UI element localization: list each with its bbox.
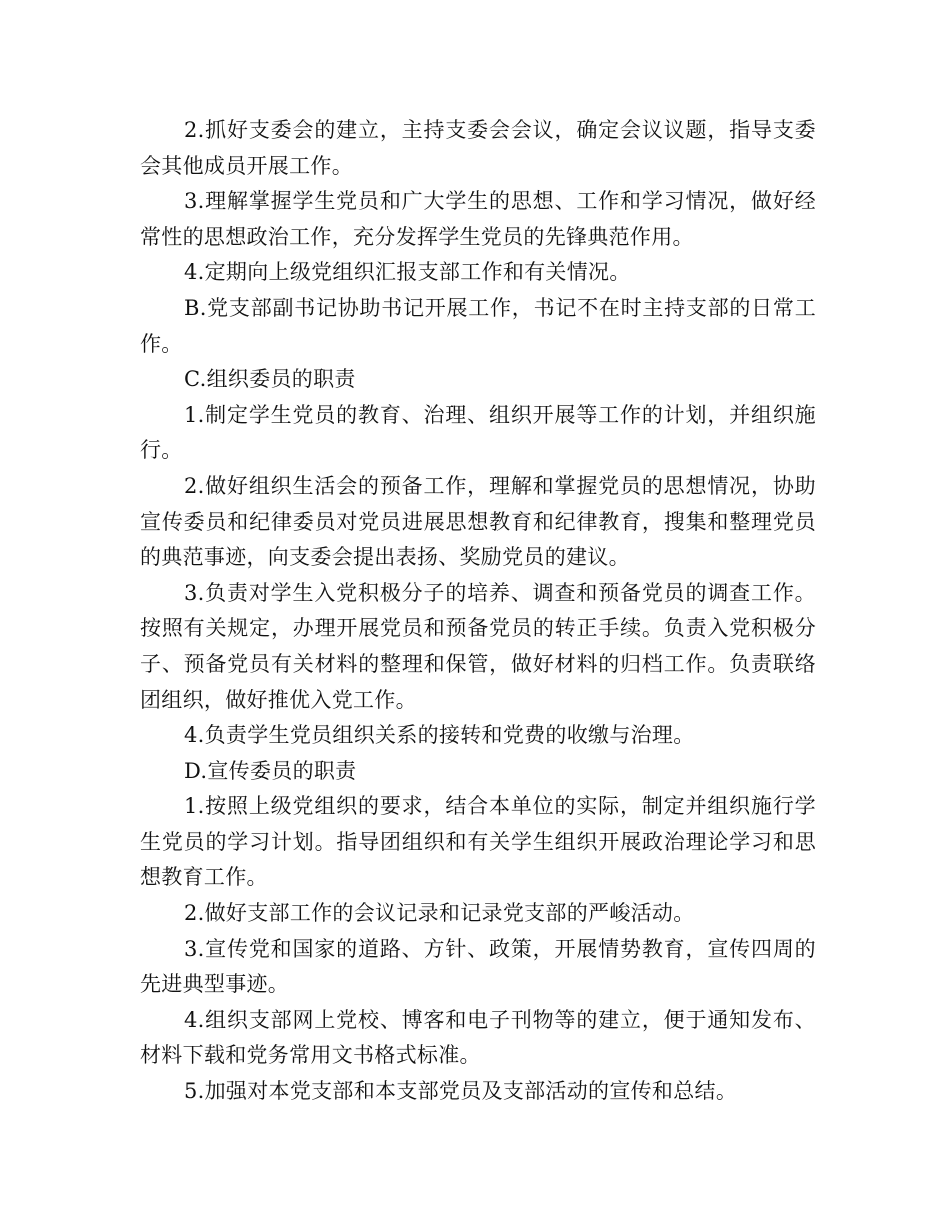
section-heading-publicity: D.宣传委员的职责 <box>184 758 357 783</box>
paragraph-organization-duty-2: 2.做好组织生活会的预备工作，理解和掌握党员的思想情况，协助宣传委员和纪律委员对党员进展思想教育和纪律教育，搜集和整理党员的典范事迹，向支委会提出表扬、奖励党员的建议。 <box>140 473 816 570</box>
paragraph-publicity-duty-2: 2.做好支部工作的会议记录和记录党支部的严峻活动。 <box>184 901 695 926</box>
paragraph-organization-duty-4: 4.负责学生党员组织关系的接转和党费的收缴与治理。 <box>184 723 695 748</box>
section-heading-organization: C.组织委员的职责 <box>184 367 356 392</box>
paragraph-deputy-secretary: B.党支部副书记协助书记开展工作，书记不在时主持支部的日常工作。 <box>140 295 816 356</box>
paragraph-secretary-duty-4: 4.定期向上级党组织汇报支部工作和有关情况。 <box>184 260 631 285</box>
paragraph-organization-duty-3: 3.负责对学生入党积极分子的培养、调查和预备党员的调查工作。按照有关规定，办理开展党员和预备党员的转正手续。负责入党积极分子、预备党员有关材料的整理和保管，做好材料的归档工作。负责联络团组织，做好推优入党工作。 <box>140 580 816 712</box>
paragraph-publicity-duty-4: 4.组织支部网上党校、博客和电子刊物等的建立，便于通知发布、材料下载和党务常用文书格式标准。 <box>140 1007 816 1068</box>
paragraph-publicity-duty-1: 1.按照上级党组织的要求，结合本单位的实际，制定并组织施行学生党员的学习计划。指导团组织和有关学生组织开展政治理论学习和思想教育工作。 <box>140 794 816 890</box>
document-body <box>140 113 816 1110</box>
paragraph-publicity-duty-3: 3.宣传党和国家的道路、方针、政策，开展情势教育，宣传四周的先进典型事迹。 <box>140 936 816 997</box>
paragraph-publicity-duty-5: 5.加强对本党支部和本支部党员及支部活动的宣传和总结。 <box>184 1079 738 1104</box>
paragraph-organization-duty-1: 1.制定学生党员的教育、治理、组织开展等工作的计划，并组织施行。 <box>140 402 816 463</box>
paragraph-secretary-duty-3: 3.理解掌握学生党员和广大学生的思想、工作和学习情况，做好经常性的思想政治工作，充分发挥学生党员的先锋典范作用。 <box>140 189 816 249</box>
paragraph-secretary-duty-2: 2.抓好支委会的建立，主持支委会会议，确定会议议题，指导支委会其他成员开展工作。 <box>140 118 816 178</box>
